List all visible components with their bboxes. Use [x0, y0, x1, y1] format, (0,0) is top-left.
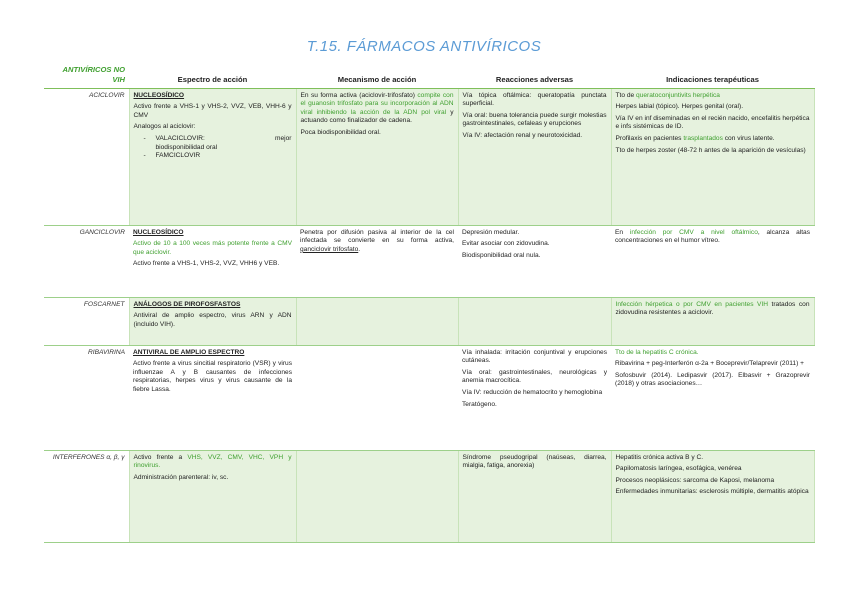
text-part: Activo frente a: [133, 453, 188, 461]
spectrum-cell: [129, 297, 296, 345]
table-row: [44, 345, 814, 450]
mechanism-text: [301, 92, 454, 126]
spectrum-heading: NUCLEOSÍDICO: [133, 91, 185, 99]
drug-name: RIBAVIRINA: [44, 345, 129, 450]
adverse-text: Depresión medular.: [462, 228, 520, 236]
text-part: Tto de: [615, 91, 637, 99]
indications-text: Hepatitis crónica activa B y C.: [615, 453, 704, 461]
adverse-text: Biodisponibilidad oral nula.: [462, 251, 541, 259]
indications-text: Tto de herpes zoster (48-72 h antes de la aparición de vesículas): [615, 146, 806, 154]
mechanism-cell: [296, 297, 458, 345]
spectrum-text: Activo de 10 a 100 veces más potente frente a CMV que aciclovir.: [133, 240, 292, 256]
adverse-text: Teratógeno.: [462, 400, 497, 408]
spectrum-text: [134, 454, 292, 471]
indications-cell: [611, 225, 814, 297]
adverse-text: Vía inhalada: irritación conjuntival y erupciones cutáneas.: [462, 348, 607, 365]
header-adverse: Reacciones adversas: [458, 62, 611, 88]
adverse-text: Vía IV: afectación renal y neurotoxicidad.: [462, 131, 583, 139]
highlight-text: trasplantados: [683, 134, 723, 142]
indications-text: [616, 301, 810, 318]
table-row: [44, 225, 814, 297]
adverse-text: Evitar asociar con zidovudina.: [462, 240, 550, 248]
mechanism-cell: [296, 88, 458, 225]
mechanism-text: [300, 229, 454, 255]
drug-name: GANCICLOVIR: [44, 225, 129, 297]
text-part: .: [358, 245, 361, 253]
adverse-cell: [458, 345, 611, 450]
adverse-cell: [458, 225, 611, 297]
text-part: Penetra por difusión pasiva al interior de la cel infectada se convierte en su forma activa,: [300, 228, 454, 245]
indications-text: Papilomatosis laríngea, esofágica, venérea: [615, 465, 742, 473]
spectrum-text: Antiviral de amplio espectro, virus ARN y ADN (incluido VIH).: [133, 312, 292, 328]
list-item-name: FAMCICLOVIR: [155, 152, 201, 160]
table-row: [44, 88, 814, 225]
text-part: En su forma activa (aciclovir-trifosfato): [300, 91, 418, 99]
adverse-cell: [458, 297, 611, 345]
spectrum-cell: [129, 345, 296, 450]
indications-text: Enfermedades inmunitarias: esclerosis múltiple, dermatitis atópica: [615, 488, 809, 496]
adverse-text: Vía oral: gastrointestinales, neurológicas y anemia macrocítica.: [462, 368, 607, 385]
indications-text: Procesos neoplásicos: sarcoma de Kaposi, melanoma: [615, 476, 775, 484]
table-row: [44, 297, 814, 345]
header-indications: Indicaciones terapéuticas: [611, 62, 814, 88]
adverse-text: Vía oral: buena tolerancia puede surgir molestias gastrointestinales, cefaleas y erupciones: [462, 111, 607, 128]
highlight-text: queratoconjuntivits herpética: [636, 91, 720, 99]
highlight-text: compite con el guanosin trifosfato para su incorporación al ADN viral inhibiendo la acción de la ADN pol viral: [300, 91, 454, 116]
header-mechanism: Mecanismo de acción: [296, 62, 458, 88]
header-drug: ANTIVÍRICOS NO VIH: [44, 62, 129, 88]
drug-name: ACICLOVIR: [44, 88, 129, 225]
list-item-name: - VALACICLOVIR:: [155, 134, 205, 142]
spectrum-heading: NUCLEOSÍDICO: [133, 228, 184, 236]
indications-cell: [611, 297, 814, 345]
text-part: y actuando como finalizador de cadena.: [300, 108, 454, 125]
header-spectrum: Espectro de acción: [129, 62, 296, 88]
antiviral-table: [44, 62, 815, 543]
list-item: [156, 152, 292, 161]
drug-name: FOSCARNET: [44, 297, 129, 345]
highlight-text: VHS, VVZ, CMV, VHC, VPH y rinovirus.: [133, 453, 292, 470]
spectrum-text: Activo frente a virus sincitial respiratorio (VSR) y virus influenzae A y B causantes de infecciones respiratorias, herpes virus y virus causante de la fiebre Lassa.: [133, 360, 292, 393]
indications-text: [615, 229, 810, 246]
adverse-text: Vía IV: reducción de hematocrito y hemoglobina: [462, 388, 603, 396]
adverse-cell: [458, 450, 611, 542]
header-row: [44, 62, 814, 88]
indications-text: Sofosbuvir (2014). Ledipasvir (2017). Elbasvir + Grazoprevir (2018) y otras asociaciones…: [615, 371, 810, 388]
mechanism-cell: [296, 225, 458, 297]
list-item: [156, 135, 292, 152]
spectrum-text: Administración parenteral: iv, sc.: [133, 473, 229, 481]
spectrum-text: Activo frente a VHS-1 y VHS-2, VVZ, VEB, VHH-6 y CMV: [133, 103, 292, 119]
indications-text: Herpes labial (tópico). Herpes genital (oral).: [615, 103, 744, 111]
spectrum-cell: [129, 88, 296, 225]
text-part: Profilaxis en pacientes: [615, 134, 684, 142]
highlight-text: infección por CMV a nivel oftálmico: [629, 228, 758, 236]
spectrum-cell: [129, 450, 296, 542]
spectrum-text: Analogos al aciclovir:: [133, 123, 196, 131]
drug-name: INTERFERONES α, β, γ: [44, 450, 129, 542]
spectrum-cell: [129, 225, 296, 297]
highlight-text: Infección hérpetica o por CMV en pacientes VIH: [615, 300, 769, 308]
mechanism-cell: [296, 450, 458, 542]
adverse-text: Vía tópica oftálmica: queratopatía punctata superficial.: [462, 91, 607, 108]
spectrum-heading: ANÁLOGOS DE PIROFOSFASTOS: [133, 300, 241, 308]
indications-cell: [611, 88, 814, 225]
analog-list: [134, 135, 292, 161]
indications-cell: [611, 450, 814, 542]
spectrum-heading: ANTIVIRAL DE AMPLIO ESPECTRO: [133, 348, 245, 356]
indications-text: Ribavirina + peg-Interferón α-2a + Boceprevir/Telaprevir (2011) +: [615, 360, 804, 368]
highlight-text: Tto de la hepatitis C crónica.: [615, 348, 699, 356]
list-item-right: mejor: [275, 134, 292, 142]
list-item-rest: biodisponibilidad oral: [155, 143, 218, 151]
underlined-text: ganciclovir trifosfato: [300, 245, 359, 253]
indications-text: [616, 135, 810, 144]
table-row: [44, 450, 814, 542]
indications-text: [616, 92, 810, 101]
indications-cell: [611, 345, 814, 450]
text-part: En: [615, 228, 630, 236]
adverse-cell: [458, 88, 611, 225]
text-part: con virus latente.: [722, 134, 775, 142]
page-title: T.15. FÁRMACOS ANTIVÍRICOS: [306, 38, 542, 55]
text-part: , alcanza altas concentraciones en el humor vítreo.: [615, 228, 810, 245]
spectrum-text: Activo frente a VHS-1, VHS-2, VVZ, VHH6 y VEB.: [133, 260, 280, 268]
mechanism-text: Poca biodisponibilidad oral.: [300, 128, 381, 136]
text-part: tratados con zidovudina resistentes a aciclovir.: [615, 300, 810, 317]
indications-text: Vía IV en inf diseminadas en el recién nacido, encefalitis herpética e infs sistémicas de ID.: [615, 114, 810, 131]
adverse-text: Síndrome pseudogripal (naúseas, diarrea, mialgia, fatiga, anorexia): [462, 453, 607, 470]
mechanism-cell: [296, 345, 458, 450]
